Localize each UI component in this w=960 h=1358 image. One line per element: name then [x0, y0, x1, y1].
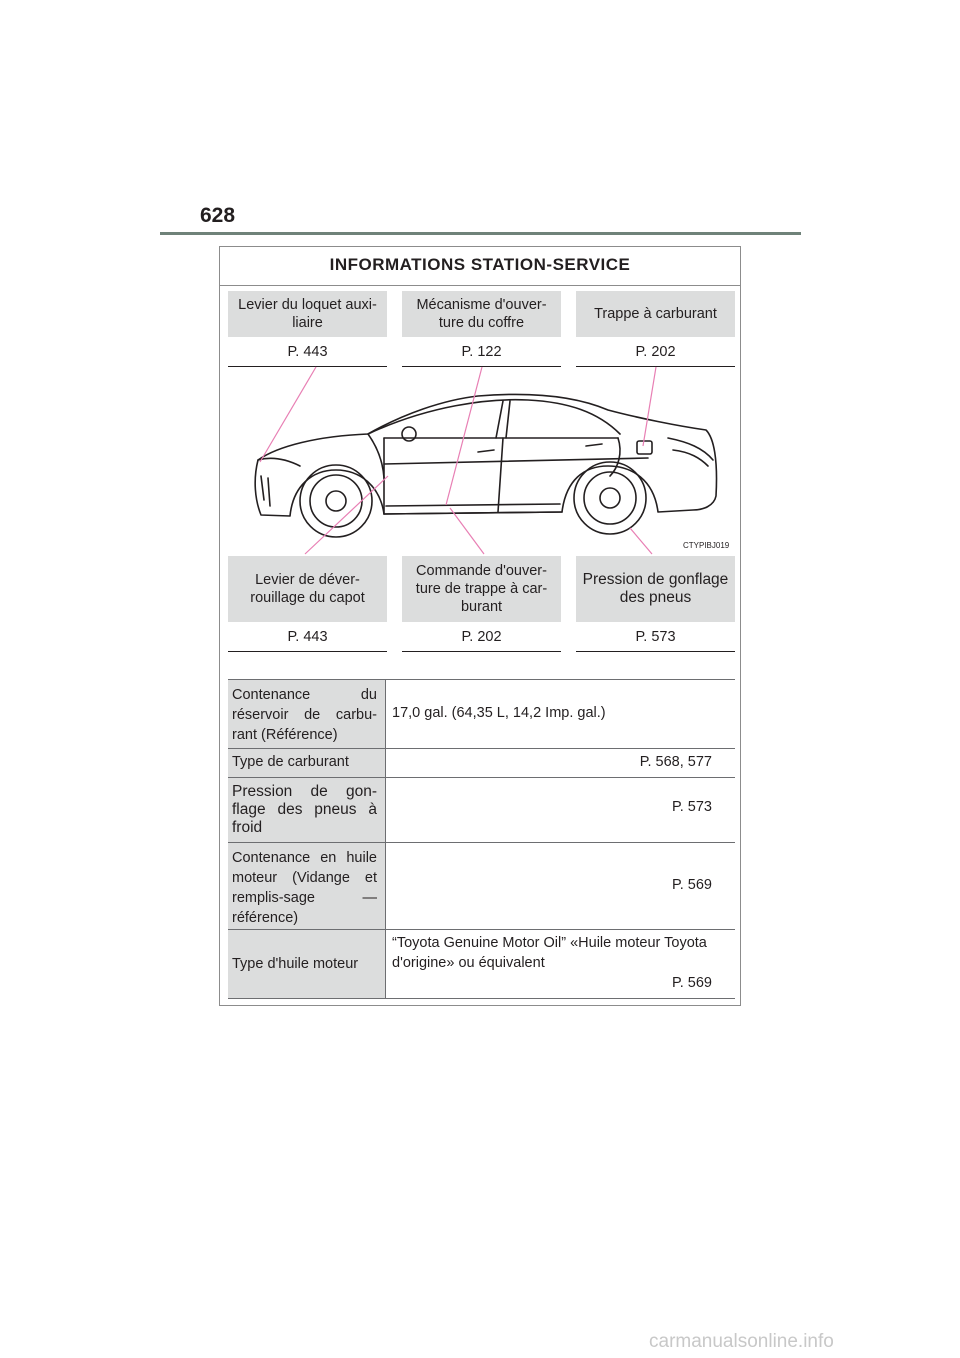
spec-label: Type de carburant [228, 749, 386, 777]
spec-label: Pression de gon-flage des pneus à froid [228, 778, 386, 842]
car-side-view-illustration [228, 368, 735, 554]
spec-value: P. 568, 577 [639, 754, 712, 770]
spec-value: 17,0 gal. (64,35 L, 14,2 Imp. gal.) [392, 705, 606, 721]
spec-label: Type d'huile moteur [228, 930, 386, 998]
spec-row-oil-capacity [228, 843, 735, 930]
frame-title: INFORMATIONS STATION-SERVICE [329, 255, 631, 274]
page-ref-fuel-door-opener: P. 202 [461, 629, 502, 645]
spec-value: P. 569 [671, 877, 712, 893]
spec-row-fuel-type [228, 749, 735, 778]
page-ref-auxiliary-catch-lever: P. 443 [287, 344, 328, 360]
label-tire-pressure: Pression de gonflage des pneus [576, 556, 735, 622]
label-auxiliary-catch-lever: Levier du loquet auxi-liaire [228, 291, 387, 337]
label-fuel-door-opener: Commande d'ouver-ture de trappe à car-burant [402, 556, 561, 622]
divider [228, 366, 387, 367]
figure-code: CTYPIBJ019 [683, 541, 730, 550]
spec-label: Contenance en huile moteur (Vidange et remplis-sage — référence) [228, 843, 386, 929]
label-hood-release-lever: Levier de déver-rouillage du capot [228, 556, 387, 622]
divider [402, 651, 561, 652]
divider [576, 651, 735, 652]
page-ref-fuel-door: P. 202 [635, 344, 676, 360]
page-number: 628 [200, 204, 236, 227]
spec-row-oil-type [228, 930, 735, 999]
spec-row-fuel-capacity [228, 679, 735, 749]
divider [576, 366, 735, 367]
label-fuel-door: Trappe à carburant [576, 291, 735, 337]
page-ref-hood-release-lever: P. 443 [287, 629, 328, 645]
spec-value: “Toyota Genuine Motor Oil” «Huile moteur Toyota d'origine» ou équivalent [392, 935, 707, 971]
spec-page-ref: P. 569 [671, 975, 712, 991]
page-ref-trunk-opener: P. 122 [461, 344, 502, 360]
spec-row-tire-pressure [228, 778, 735, 843]
divider [228, 651, 387, 652]
specs-table [228, 679, 735, 999]
spec-value: P. 573 [671, 799, 712, 815]
frame-title-row [220, 247, 740, 286]
spec-label: Contenance du réservoir de carbu-rant (Référence) [228, 680, 386, 748]
label-trunk-opener: Mécanisme d'ouver-ture du coffre [402, 291, 561, 337]
header-rule [160, 232, 801, 235]
page-ref-tire-pressure: P. 573 [635, 629, 676, 645]
watermark: carmanualsonline.info [649, 1331, 834, 1352]
divider [402, 366, 561, 367]
